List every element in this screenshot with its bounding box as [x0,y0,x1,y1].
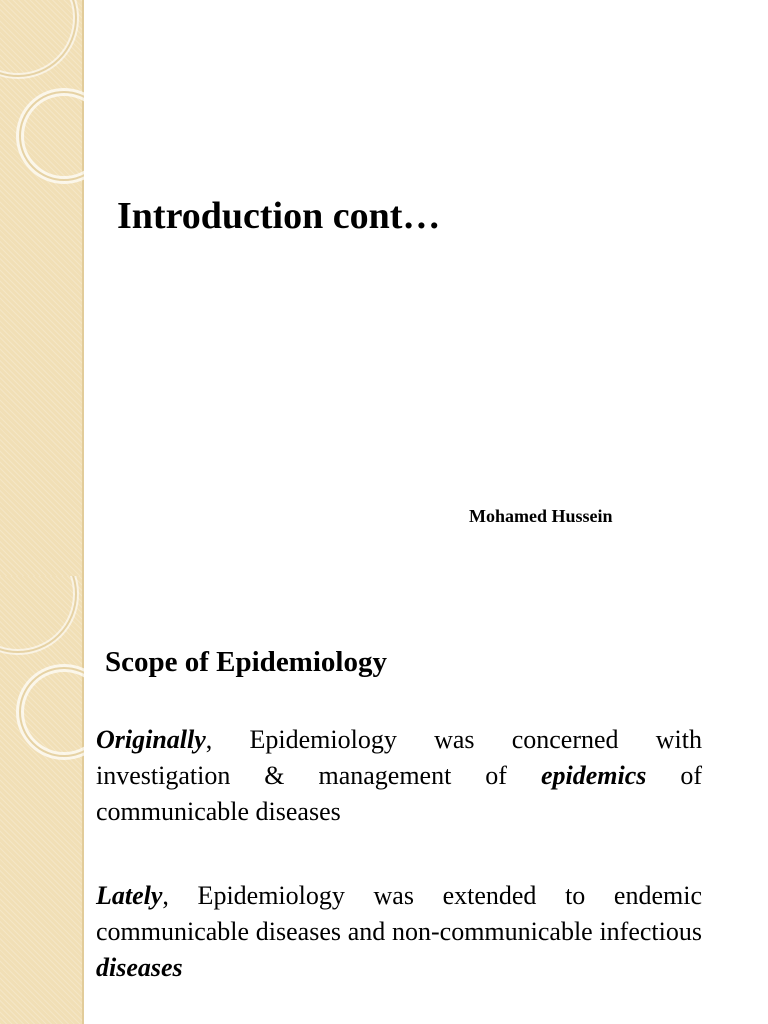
ring-ornament-icon [0,0,84,200]
decorative-side-band [0,576,84,1024]
paragraph-text: of communicable diseases [96,761,702,826]
slide-title: Scope of Epidemiology [105,646,387,678]
ring-ornament-icon [0,576,84,776]
paragraph-lead: Lately [96,881,163,910]
paragraph-lead: Originally [96,725,206,754]
paragraph-emphasis: epidemics [540,761,647,790]
paragraph-originally [96,722,702,830]
author-name: Mohamed Hussein [469,506,613,526]
decorative-side-band [0,0,84,576]
paragraph-text: , Epidemiology was extended to endemic communicable diseases and non-communicable infectious [96,881,702,946]
paragraph-lately [96,878,702,986]
paragraph-text: , Epidemiology was concerned with investigation & management of [96,725,702,790]
paragraph-emphasis: diseases [96,953,183,982]
slide-scope [0,576,768,1024]
slide-title: Introduction cont… [117,195,441,237]
